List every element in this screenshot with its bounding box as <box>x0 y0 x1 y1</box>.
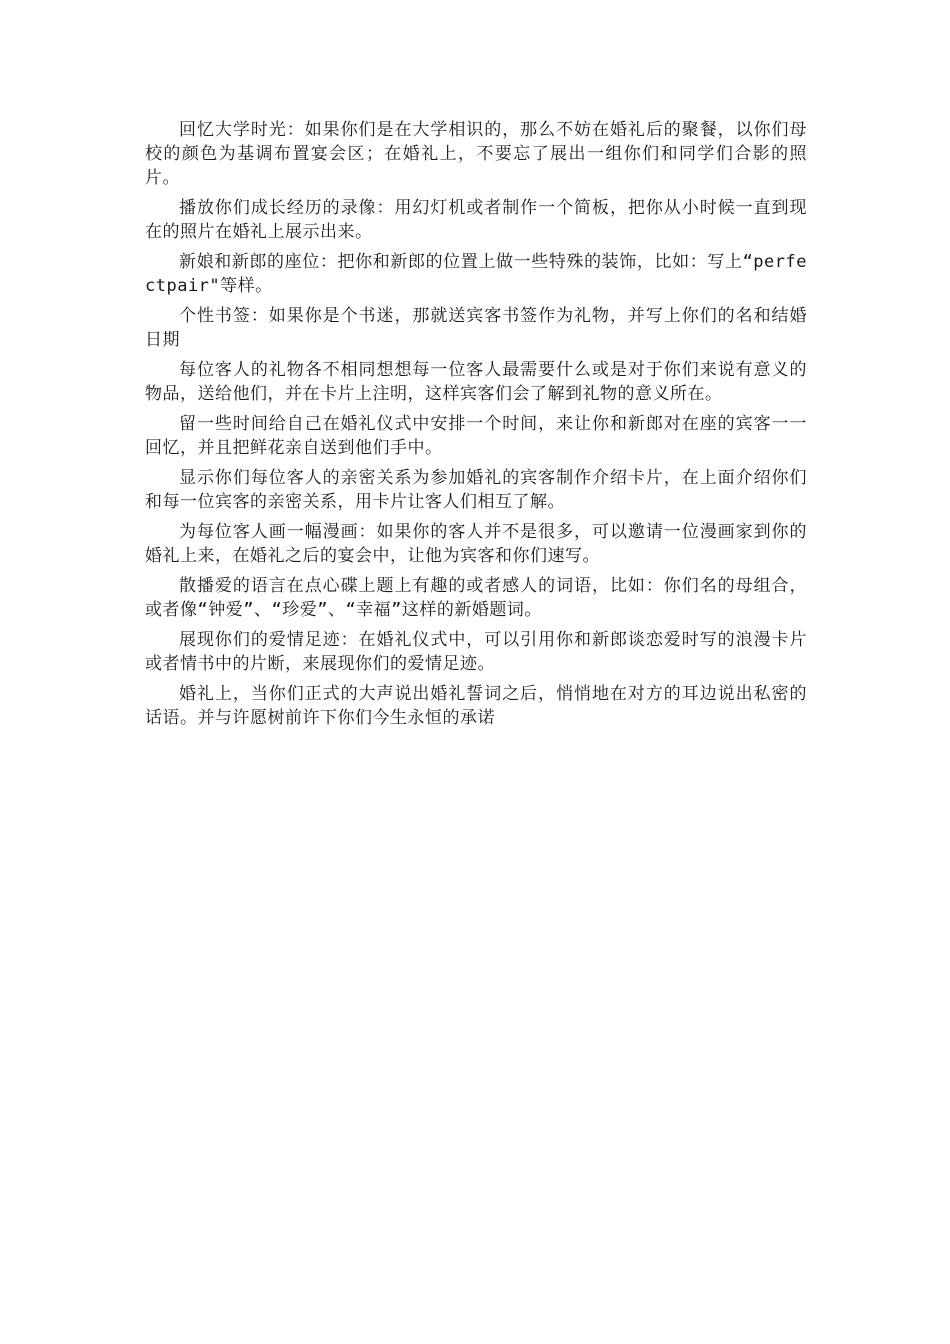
paragraph-private-vows: 婚礼上，当你们正式的大声说出婚礼誓词之后，悄悄地在对方的耳边说出私密的话语。并与许愿树前许下你们今生永恒的承诺 <box>145 684 807 728</box>
paragraph-love-words: 散播爱的语言在点心碟上题上有趣的或者感人的词语，比如：你们名的母组合，或者像“钟爱”、“珍爱”、“幸福”这样的新婚题词。 <box>145 576 807 620</box>
paragraph-unique-gifts: 每位客人的礼物各不相同想想每一位客人最需要什么或是对于你们来说有意义的物品，送给他们，并在卡片上注明，这样宾客们会了解到礼物的意义所在。 <box>145 360 807 404</box>
document-body <box>145 118 807 736</box>
paragraph-growth-video: 播放你们成长经历的录像：用幻灯机或者制作一个简板，把你从小时候一直到现在的照片在婚礼上展示出来。 <box>145 198 807 242</box>
paragraph-guest-caricatures: 为每位客人画一幅漫画：如果你的客人并不是很多，可以邀请一位漫画家到你的婚礼上来，在婚礼之后的宴会中，让他为宾客和你们速写。 <box>145 522 807 566</box>
paragraph-college-memories: 回忆大学时光：如果你们是在大学相识的，那么不妨在婚礼后的聚餐，以你们母校的颜色为基调布置宴会区；在婚礼上，不要忘了展出一组你们和同学们合影的照片。 <box>145 120 807 188</box>
paragraph-couple-seats: 新娘和新郎的座位：把你和新郎的位置上做一些特殊的装饰，比如：写上“perfectpair"等样。 <box>145 252 807 296</box>
paragraph-love-footprints: 展现你们的爱情足迹：在婚礼仪式中，可以引用你和新郎谈恋爱时写的浪漫卡片或者情书中的片断，来展现你们的爱情足迹。 <box>145 630 807 674</box>
paragraph-relationship-cards: 显示你们每位客人的亲密关系为参加婚礼的宾客制作介绍卡片，在上面介绍你们和每一位宾客的亲密关系，用卡片让客人们相互了解。 <box>145 468 807 512</box>
paragraph-time-for-guests: 留一些时间给自己在婚礼仪式中安排一个时间，来让你和新郎对在座的宾客一一回忆，并且把鲜花亲自送到他们手中。 <box>145 414 807 458</box>
paragraph-bookmarks: 个性书签：如果你是个书迷，那就送宾客书签作为礼物，并写上你们的名和结婚日期 <box>145 306 807 350</box>
